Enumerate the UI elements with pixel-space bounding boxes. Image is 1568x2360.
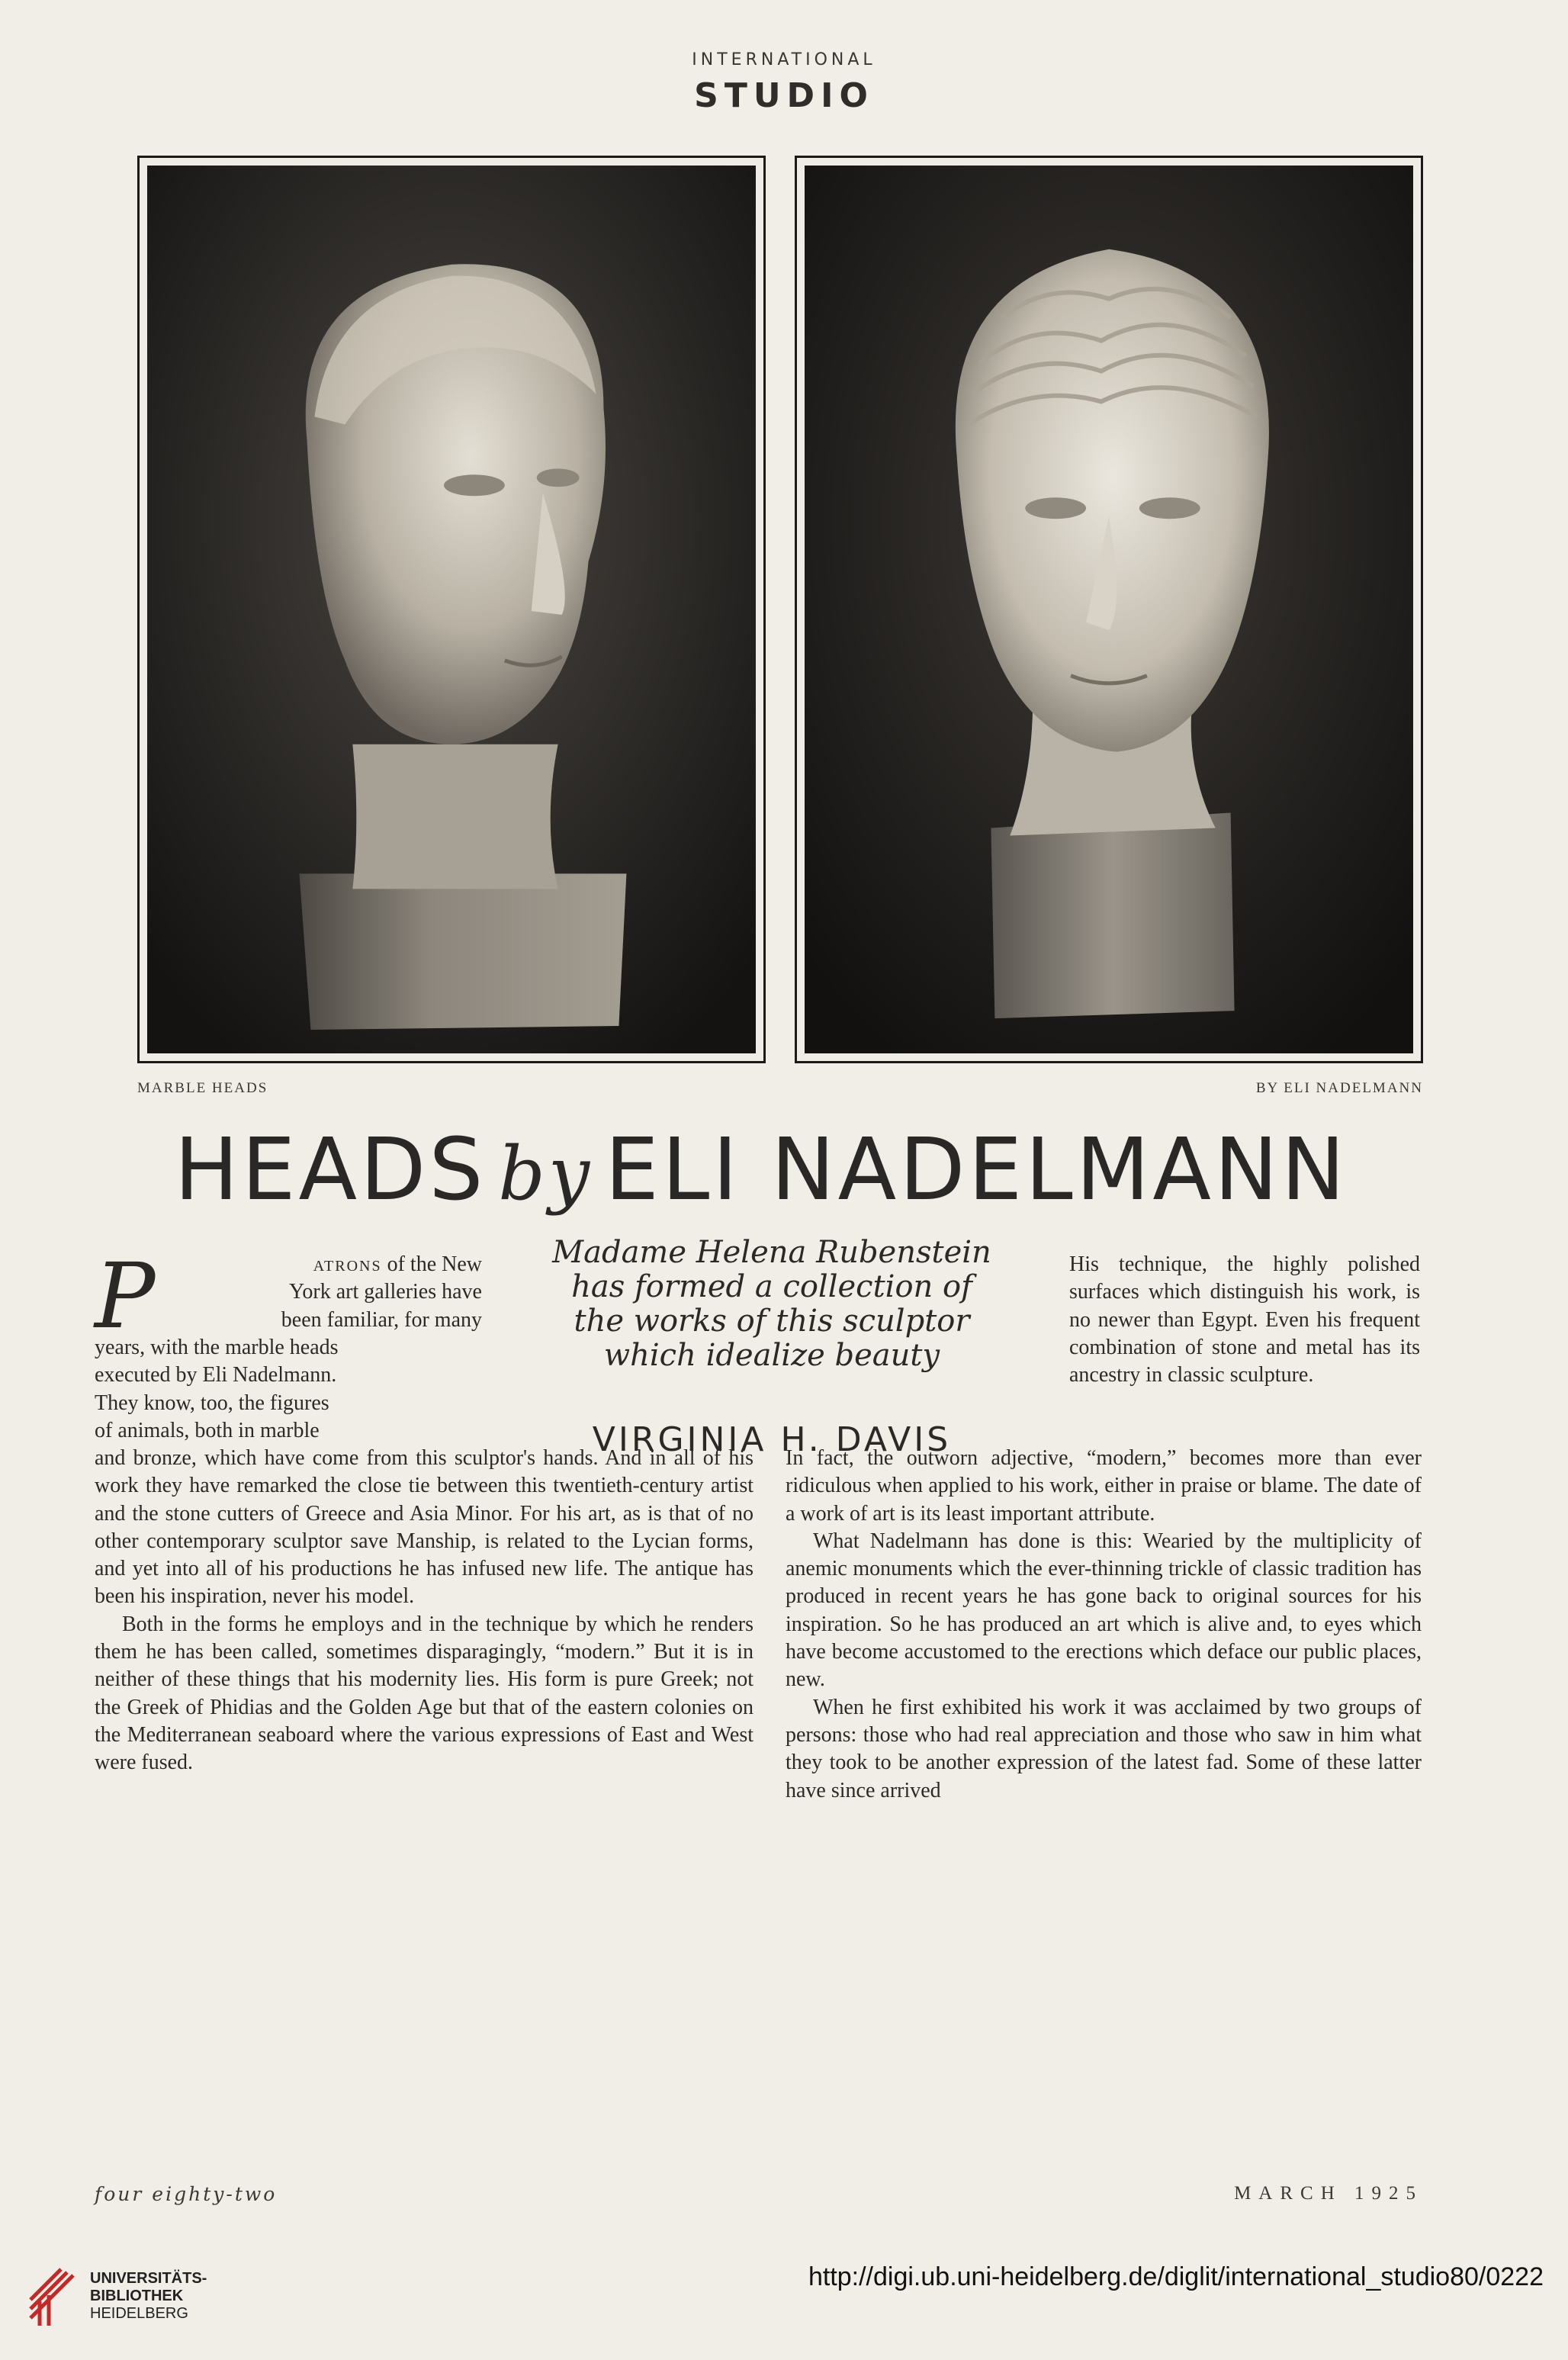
subtitle-line-4: which idealize beauty [603,1338,940,1373]
title-part1: HEADS [174,1121,487,1220]
lead-line-3: been familiar, for many [281,1307,482,1332]
left-para-1: and bronze, which have come from this sculptor's hands. And in all of his work they have remarked the close tie between this twentieth-century artist and the stone cutters of Greece and Asia Minor. For his art, as is that of no other contemporary sculptor save Manship, is related to the Lycian forms, and yet into all of his productions he has infused new life. The antique has been his inspiration, never his model. [95,1446,753,1609]
subtitle-line-1: Madame Helena Rubenstein [552,1235,991,1270]
lead-line-7: of animals, both in marble [95,1418,320,1442]
right-narrow-paragraph: His technique, the highly polished surfaces which distinguish his work, is no newer than Egypt. Even his frequent combination of stone and metal has its ancestry in classic sculpture. [1069,1252,1420,1387]
right-para-1: In fact, the outworn adjective, “modern,” becomes more than ever ridiculous when applied to his work, either in praise or blame. The date of a work of art is its least important attribute. [786,1446,1422,1526]
subtitle-line-3: the works of this sculptor [574,1304,970,1339]
lead-line-2: York art galleries have [289,1280,482,1304]
page-number: four eighty-two [95,2183,278,2205]
library-name [90,2270,207,2323]
left-para-2: Both in the forms he employs and in the technique by which he renders them he has been called, sometimes disparagingly, “modern.” But it is in neither of these things that his modernity lies. His form is pure Greek; not the Greek of Phidias and the Golden Age but that of the eastern colonies on the Mediterranean seaboard where the various expressions of East and West were fused. [95,1612,753,1775]
title-by: by [498,1131,593,1217]
title-part2: ELI NADELMANN [605,1121,1348,1220]
right-narrow-text [1069,1251,1420,1389]
left-column-body [95,1445,753,1777]
right-column-body [786,1445,1422,1805]
right-para-3: When he first exhibited his work it was acclaimed by two groups of persons: those who had real appreciation and those who saw in him what they took to be another expression of the latest fad. Some of these latter have since arrived [786,1695,1422,1802]
library-line-3: HEIDELBERG [90,2305,188,2322]
issue-date: MARCH 1925 [1234,2183,1423,2204]
lead-small-caps: atrons [313,1252,382,1276]
article-author: VIRGINIA H. DAVIS [592,1420,952,1459]
library-logo-icon [23,2254,84,2330]
subtitle-line-2: has formed a collection of [571,1269,972,1304]
photo-left-frame [137,156,766,1063]
photo-right-frame [795,156,1423,1063]
caption-left: MARBLE HEADS [137,1080,268,1096]
caption-right: BY ELI NADELMANN [1255,1080,1423,1096]
right-para-2: What Nadelmann has done is this: Wearied by the multiplicity of anemic monuments which the ever-thinning trickle of classic tradition has produced in recent years he has gone back to original sources for his inspiration. So he has produced an art which is alive and, to eyes which have become accustomed to the erections which deface our public places, new. [786,1529,1422,1692]
photo-right-marble-head [805,166,1413,1053]
lead-line-1: of the New [381,1252,482,1276]
masthead-title: STUDIO [694,76,874,115]
article-subtitle [497,1236,1046,1373]
lead-line-6: They know, too, the figures [95,1391,329,1415]
lead-line-5: executed by Eli Nadelmann. [95,1363,337,1387]
source-url[interactable]: http://digi.ub.uni-heidelberg.de/diglit/international_studio80/0222 [808,2262,1544,2291]
library-line-2: BIBLIOTHEK [90,2288,184,2304]
masthead-top: INTERNATIONAL [692,50,876,69]
left-lead-bottom [95,1334,484,1445]
left-lead-top [169,1251,482,1334]
library-line-1: UNIVERSITÄTS- [90,2270,207,2287]
lead-line-4: years, with the marble heads [95,1336,339,1359]
article-title [98,1121,1425,1220]
drop-cap: P [95,1243,156,1349]
photo-left-marble-head [147,166,756,1053]
